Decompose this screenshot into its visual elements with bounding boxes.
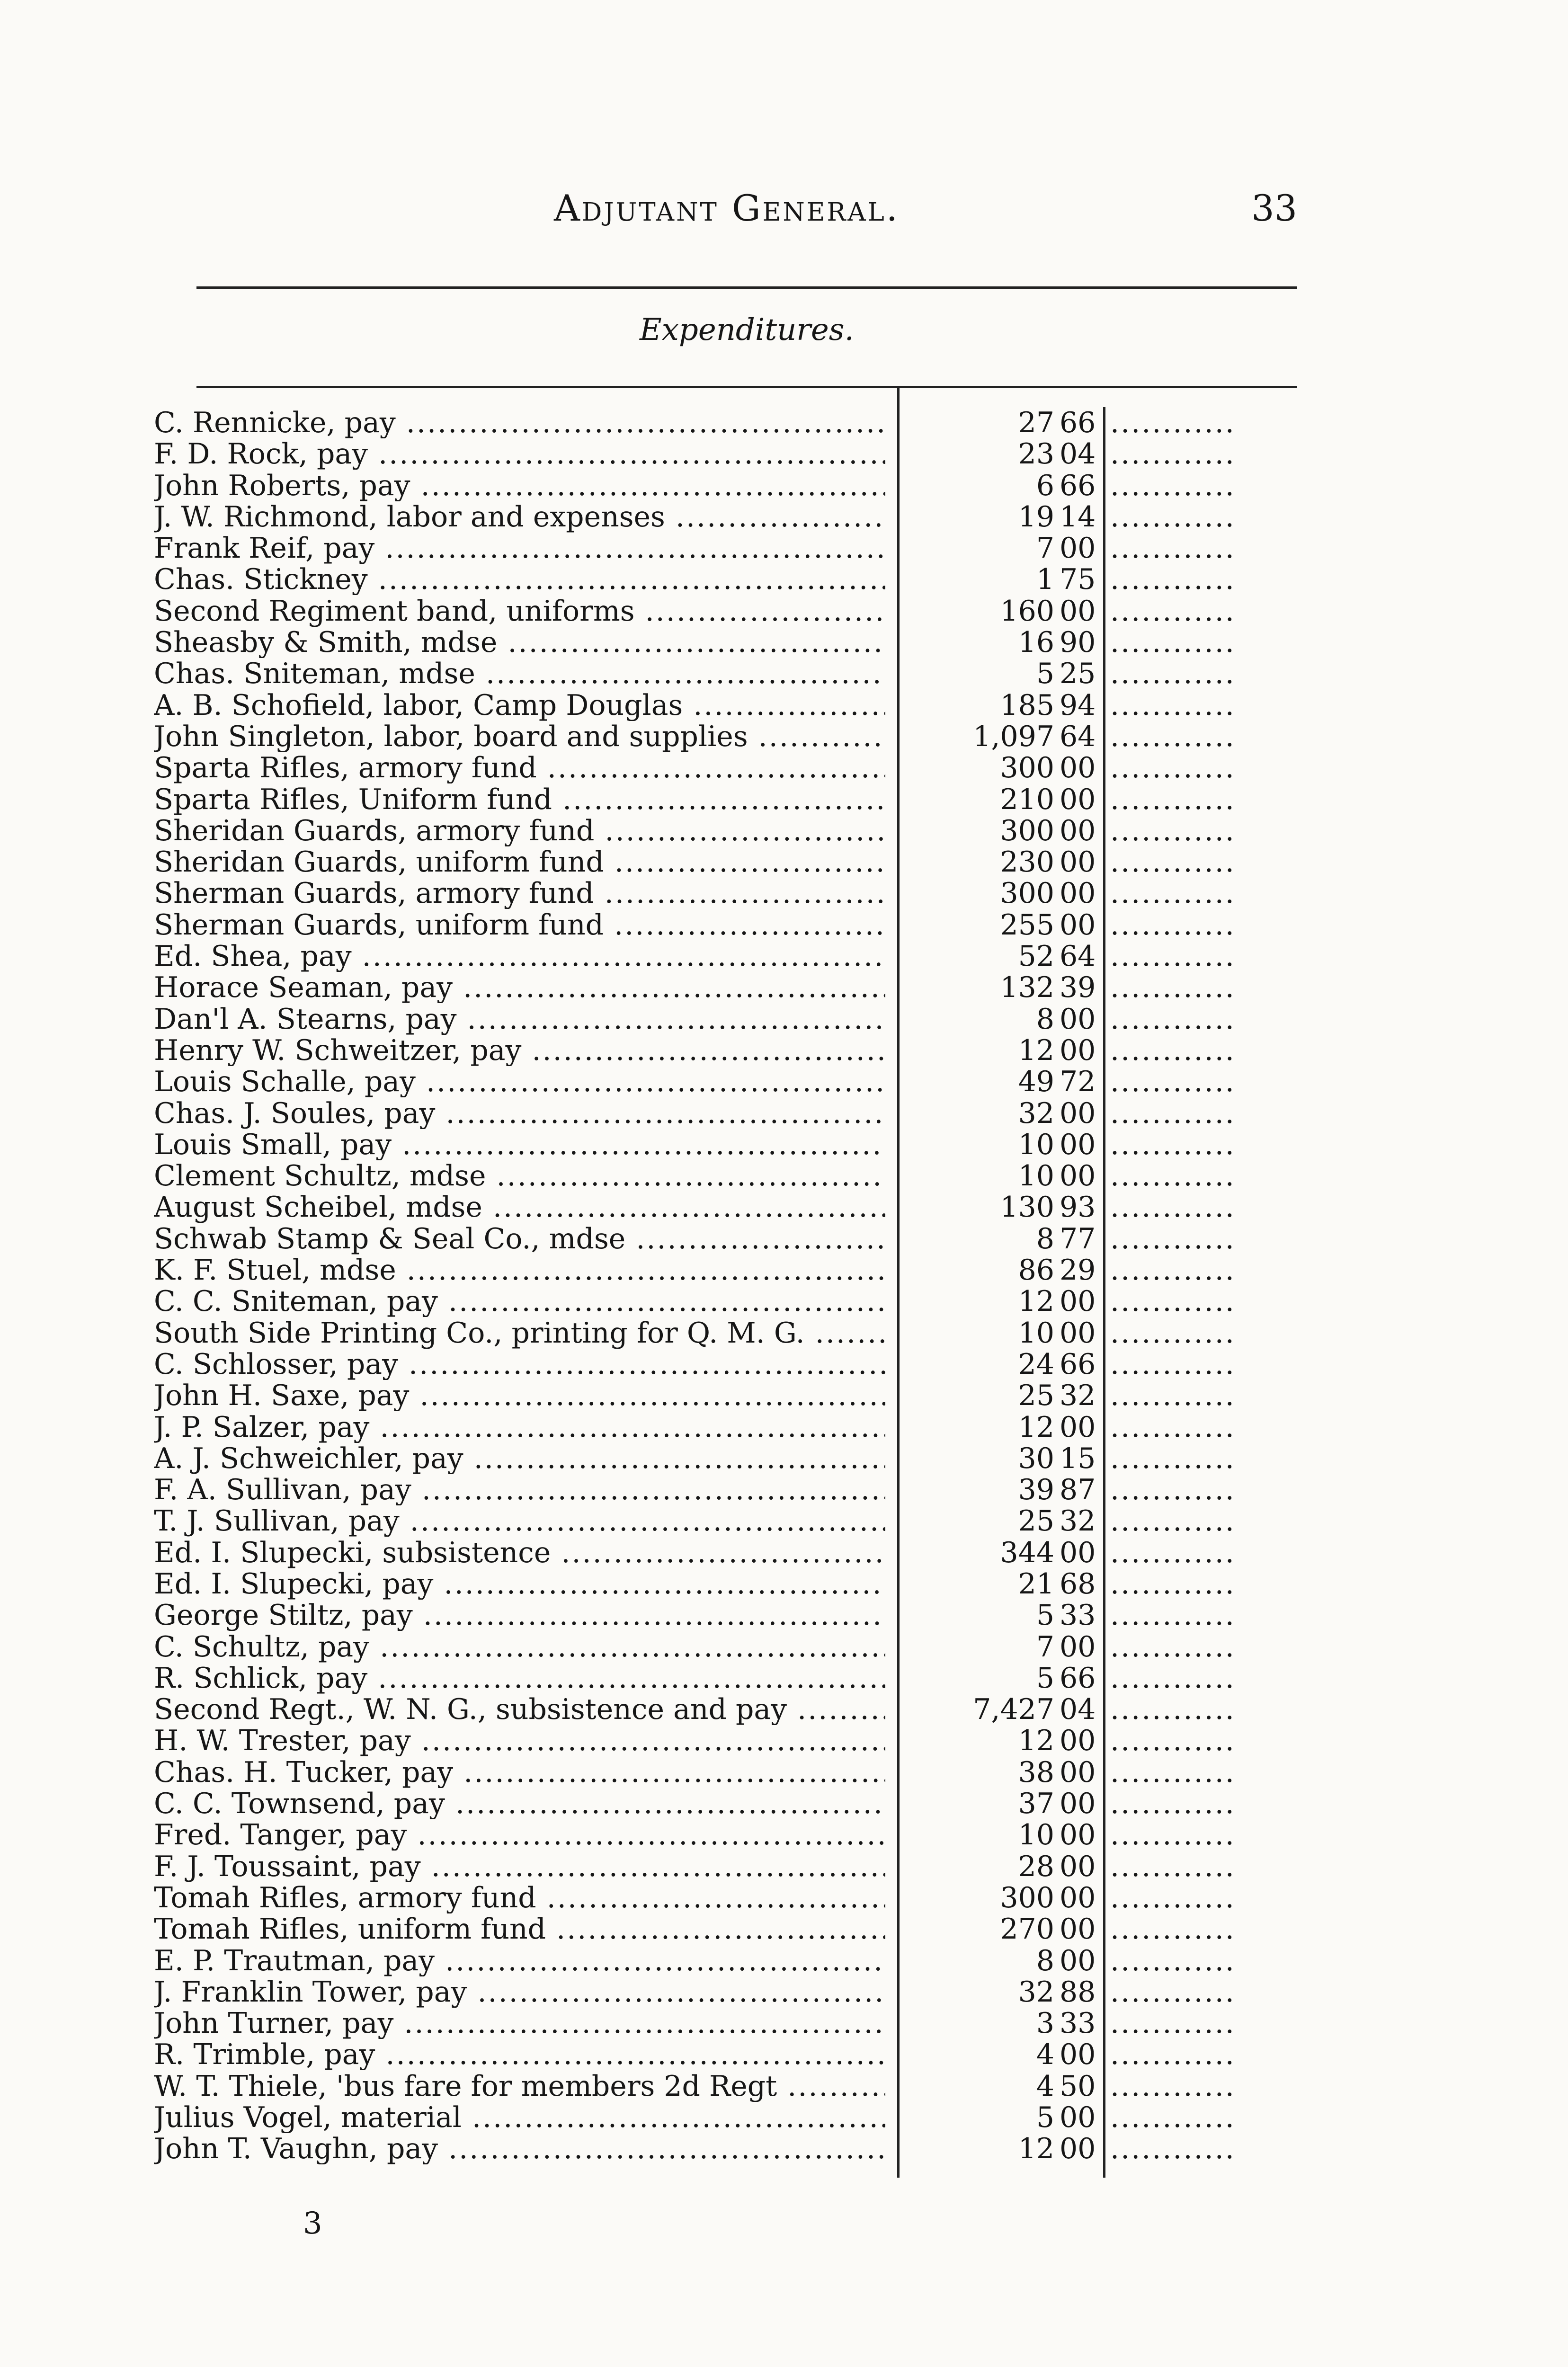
amount-dollars: 4 (1036, 2038, 1054, 2072)
dot-leader: ............ (1110, 783, 1236, 815)
table-row (0, 1098, 1568, 1129)
payee-name: Chas. J. Soules, pay ..... (154, 1098, 885, 1129)
table-row (0, 1160, 1568, 1192)
payee-name: F. A. Sullivan, pay ..... (154, 1474, 885, 1505)
table-row (0, 909, 1568, 941)
table-row (0, 2102, 1568, 2133)
table-row (0, 941, 1568, 972)
dot-leader: ............ (1110, 1600, 1236, 1631)
table-row (0, 1286, 1568, 1317)
top-rule (196, 286, 1297, 289)
dot-leader: ............ (1110, 1442, 1236, 1474)
table-row (0, 2133, 1568, 2164)
amount-cents: 64 (1060, 940, 1096, 973)
amount-dollars: 300 (1000, 751, 1054, 785)
amount-cents: 66 (1060, 1347, 1096, 1381)
table-row (0, 1223, 1568, 1255)
dot-leader: ............ (1110, 438, 1236, 470)
amount-cents: 00 (1060, 2101, 1096, 2135)
payee-name: Tomah Rifles, armory fund ..... (154, 1882, 885, 1913)
amount-dollars: 24 (1018, 1347, 1054, 1381)
amount-cents: 00 (1060, 814, 1096, 847)
dot-leader: ............ (1110, 1725, 1236, 1757)
table-row (0, 2039, 1568, 2070)
dot-leader: ............ (1110, 1851, 1236, 1882)
payee-name: R. Trimble, pay ..... (154, 2039, 885, 2070)
payee-name: Louis Small, pay ..... (154, 1129, 885, 1160)
amount-dollars: 12 (1018, 1410, 1054, 1444)
dot-leader: ............ (1110, 1945, 1236, 1976)
amount-cents: 90 (1060, 626, 1096, 659)
amount-dollars: 21 (1018, 1567, 1054, 1601)
amount-cents: 04 (1060, 437, 1096, 471)
payee-name: Chas. Sniteman, mdse ..... (154, 658, 885, 689)
amount-dollars: 10 (1018, 1818, 1054, 1852)
amount-dollars: 28 (1018, 1850, 1054, 1883)
payee-name: John H. Saxe, pay ..... (154, 1380, 885, 1411)
payee-name: Sparta Rifles, Uniform fund ..... (154, 784, 885, 815)
amount-cents: 25 (1060, 657, 1096, 691)
table-row (0, 407, 1568, 438)
table-row (0, 1631, 1568, 1663)
dot-leader: ............ (1110, 846, 1236, 878)
table-row (0, 1725, 1568, 1756)
amount-cents: 66 (1060, 469, 1096, 502)
amount-cents: 00 (1060, 1850, 1096, 1883)
amount-dollars: 7 (1036, 532, 1054, 565)
amount-cents: 66 (1060, 1661, 1096, 1695)
payee-name: C. C. Sniteman, pay ..... (154, 1286, 885, 1317)
amount-dollars: 6 (1036, 469, 1054, 502)
amount-cents: 93 (1060, 1191, 1096, 1224)
dot-leader: ............ (1110, 1474, 1236, 1506)
table-row (0, 564, 1568, 595)
dot-leader: ............ (1110, 1537, 1236, 1568)
table-row (0, 1945, 1568, 1976)
amount-cents: 00 (1060, 1630, 1096, 1664)
table-row (0, 1412, 1568, 1443)
amount-cents: 32 (1060, 1379, 1096, 1413)
amount-dollars: 32 (1018, 1096, 1054, 1130)
amount-dollars: 230 (1000, 845, 1054, 879)
amount-cents: 00 (1060, 783, 1096, 816)
dot-leader: ............ (1110, 1819, 1236, 1851)
payee-name: T. J. Sullivan, pay ..... (154, 1505, 885, 1537)
dot-leader: ............ (1110, 1255, 1236, 1286)
payee-name: H. W. Trester, pay ..... (154, 1725, 885, 1756)
table-row (0, 1066, 1568, 1097)
dot-leader: ............ (1110, 1976, 1236, 2008)
dot-leader: ............ (1110, 1631, 1236, 1663)
table-row (0, 438, 1568, 470)
payee-name: August Scheibel, mdse ..... (154, 1192, 885, 1223)
amount-dollars: 300 (1000, 877, 1054, 910)
amount-dollars: 37 (1018, 1787, 1054, 1821)
payee-name: W. T. Thiele, 'bus fare for members 2d Regt ..... (154, 2071, 885, 2102)
table-row (0, 1757, 1568, 1788)
dot-leader: ............ (1110, 2070, 1236, 2102)
amount-dollars: 10 (1018, 1159, 1054, 1193)
dot-leader: ............ (1110, 2039, 1236, 2071)
dot-leader: ............ (1110, 595, 1236, 627)
dot-leader: ............ (1110, 972, 1236, 1004)
amount-cents: 33 (1060, 2007, 1096, 2040)
table-row (0, 1788, 1568, 1819)
dot-leader: ............ (1110, 689, 1236, 721)
payee-name: A. J. Schweichler, pay ..... (154, 1443, 885, 1474)
payee-name: Henry W. Schweitzer, pay ..... (154, 1035, 885, 1066)
table-row (0, 1004, 1568, 1035)
amount-dollars: 4 (1036, 2069, 1054, 2103)
table-row (0, 784, 1568, 815)
table-row (0, 470, 1568, 501)
amount-cents: 00 (1060, 1316, 1096, 1350)
amount-dollars: 30 (1018, 1442, 1054, 1475)
payee-name: K. F. Stuel, mdse ..... (154, 1255, 885, 1286)
amount-dollars: 25 (1018, 1504, 1054, 1538)
payee-name: Sparta Rifles, armory fund ..... (154, 752, 885, 783)
dot-leader: ............ (1110, 878, 1236, 909)
payee-name: C. Schultz, pay ..... (154, 1631, 885, 1663)
payee-name: Sheasby & Smith, mdse ..... (154, 627, 885, 658)
table-row (0, 752, 1568, 783)
payee-name: F. D. Rock, pay ..... (154, 438, 885, 470)
amount-dollars: 12 (1018, 2132, 1054, 2166)
amount-dollars: 19 (1018, 500, 1054, 534)
amount-dollars: 52 (1018, 940, 1054, 973)
table-row (0, 690, 1568, 721)
table-row (0, 1537, 1568, 1568)
payee-name: Sherman Guards, armory fund ..... (154, 878, 885, 909)
table-row (0, 1317, 1568, 1349)
section-rule (196, 386, 1297, 388)
amount-cents: 39 (1060, 971, 1096, 1005)
dot-leader: ............ (1110, 815, 1236, 846)
table-row (0, 846, 1568, 878)
amount-cents: 00 (1060, 1536, 1096, 1569)
amount-cents: 88 (1060, 1975, 1096, 2009)
amount-dollars: 86 (1018, 1254, 1054, 1287)
amount-cents: 00 (1060, 594, 1096, 628)
amount-cents: 04 (1060, 1693, 1096, 1726)
dot-leader: ............ (1110, 1348, 1236, 1380)
dot-leader: ............ (1110, 501, 1236, 533)
amount-dollars: 12 (1018, 1285, 1054, 1318)
amount-cents: 29 (1060, 1254, 1096, 1287)
dot-leader: ............ (1110, 2102, 1236, 2134)
amount-cents: 00 (1060, 1410, 1096, 1444)
dot-leader: ............ (1110, 1505, 1236, 1537)
dot-leader: ............ (1110, 1192, 1236, 1223)
payee-name: Ed. I. Slupecki, pay ..... (154, 1568, 885, 1600)
table-row (0, 2071, 1568, 2102)
table-row (0, 1255, 1568, 1286)
amount-dollars: 185 (1000, 688, 1054, 722)
page-number: 33 (1251, 187, 1297, 229)
amount-cents: 87 (1060, 1473, 1096, 1507)
page-header (156, 187, 1297, 244)
table-row (0, 627, 1568, 658)
table-row (0, 2008, 1568, 2039)
payee-name: Chas. H. Tucker, pay ..... (154, 1757, 885, 1788)
amount-dollars: 8 (1036, 1222, 1054, 1255)
amount-cents: 15 (1060, 1442, 1096, 1475)
amount-dollars: 8 (1036, 1944, 1054, 1977)
table-row (0, 1192, 1568, 1223)
table-row (0, 972, 1568, 1003)
table-row (0, 1600, 1568, 1631)
amount-cents: 00 (1060, 1096, 1096, 1130)
payee-name: John T. Vaughn, pay ..... (154, 2133, 885, 2164)
payee-name: Tomah Rifles, uniform fund ..... (154, 1913, 885, 1945)
amount-cents: 00 (1060, 1128, 1096, 1161)
table-row (0, 721, 1568, 752)
amount-dollars: 32 (1018, 1975, 1054, 2009)
table-row (0, 1882, 1568, 1913)
dot-leader: ............ (1110, 1662, 1236, 1694)
amount-dollars: 160 (1000, 594, 1054, 628)
dot-leader: ............ (1110, 1317, 1236, 1349)
table-row (0, 1505, 1568, 1537)
payee-name: South Side Printing Co., printing for Q. M. G. ..... (154, 1317, 885, 1349)
table-row (0, 1663, 1568, 1694)
payee-name: F. J. Toussaint, pay ..... (154, 1851, 885, 1882)
amount-cents: 72 (1060, 1065, 1096, 1099)
table-row (0, 1443, 1568, 1474)
table-row (0, 501, 1568, 533)
payee-name: C. Schlosser, pay ..... (154, 1349, 885, 1380)
amount-cents: 00 (1060, 1724, 1096, 1758)
dot-leader: ............ (1110, 909, 1236, 941)
dot-leader: ............ (1110, 941, 1236, 972)
amount-dollars: 38 (1018, 1755, 1054, 1789)
amount-dollars: 130 (1000, 1191, 1054, 1224)
amount-dollars: 132 (1000, 971, 1054, 1005)
amount-dollars: 12 (1018, 1033, 1054, 1067)
running-title: Adjutant General. (554, 187, 900, 229)
dot-leader: ............ (1110, 2008, 1236, 2039)
payee-name: J. W. Richmond, labor and expenses ..... (154, 501, 885, 533)
payee-name: Dan'l A. Stearns, pay ..... (154, 1004, 885, 1035)
amount-cents: 00 (1060, 1159, 1096, 1193)
payee-name: Clement Schultz, mdse ..... (154, 1160, 885, 1192)
amount-cents: 64 (1060, 720, 1096, 753)
dot-leader: ............ (1110, 470, 1236, 501)
amount-dollars: 270 (1000, 1913, 1054, 1946)
dot-leader: ............ (1110, 1129, 1236, 1160)
dot-leader: ............ (1110, 1066, 1236, 1098)
amount-dollars: 5 (1036, 1661, 1054, 1695)
dot-leader: ............ (1110, 1380, 1236, 1412)
amount-dollars: 5 (1036, 657, 1054, 691)
amount-dollars: 344 (1000, 1536, 1054, 1569)
dot-leader: ............ (1110, 564, 1236, 596)
payee-name: Fred. Tanger, pay ..... (154, 1819, 885, 1851)
table-row (0, 658, 1568, 689)
amount-cents: 94 (1060, 688, 1096, 722)
amount-cents: 77 (1060, 1222, 1096, 1255)
table-row (0, 1851, 1568, 1882)
amount-dollars: 300 (1000, 814, 1054, 847)
payee-name: Frank Reif, pay ..... (154, 533, 885, 564)
amount-cents: 50 (1060, 2069, 1096, 2103)
amount-dollars: 210 (1000, 783, 1054, 816)
dot-leader: ............ (1110, 1003, 1236, 1035)
payee-name: Chas. Stickney ..... (154, 564, 885, 595)
dot-leader: ............ (1110, 1034, 1236, 1066)
amount-cents: 00 (1060, 532, 1096, 565)
amount-cents: 66 (1060, 406, 1096, 439)
payee-name: Schwab Stamp & Seal Co., mdse ..... (154, 1223, 885, 1255)
table-row (0, 815, 1568, 846)
table-row (0, 878, 1568, 909)
amount-dollars: 39 (1018, 1473, 1054, 1507)
dot-leader: ............ (1110, 2133, 1236, 2165)
amount-dollars: 1,097 (973, 720, 1054, 753)
payee-name: C. Rennicke, pay ..... (154, 407, 885, 438)
table-row (0, 596, 1568, 627)
expenditure-list (0, 407, 1568, 2165)
amount-cents: 00 (1060, 908, 1096, 942)
table-row (0, 1474, 1568, 1505)
payee-name: John Singleton, labor, board and supplies ..... (154, 721, 885, 752)
payee-name: Second Regt., W. N. G., subsistence and pay ..... (154, 1694, 885, 1725)
table-row (0, 1380, 1568, 1411)
table-row (0, 1819, 1568, 1851)
payee-name: R. Schlick, pay ..... (154, 1663, 885, 1694)
amount-cents: 32 (1060, 1504, 1096, 1538)
dot-leader: ............ (1110, 1286, 1236, 1317)
table-row (0, 1694, 1568, 1725)
amount-cents: 00 (1060, 1944, 1096, 1977)
amount-cents: 00 (1060, 1033, 1096, 1067)
amount-dollars: 3 (1036, 2007, 1054, 2040)
payee-name: C. C. Townsend, pay ..... (154, 1788, 885, 1819)
section-title: Expenditures. (640, 312, 854, 347)
amount-dollars: 10 (1018, 1316, 1054, 1350)
dot-leader: ............ (1110, 1411, 1236, 1443)
dot-leader: ............ (1110, 1160, 1236, 1192)
payee-name: George Stiltz, pay ..... (154, 1600, 885, 1631)
amount-cents: 00 (1060, 1913, 1096, 1946)
table-row (0, 1129, 1568, 1160)
amount-cents: 14 (1060, 500, 1096, 534)
payee-name: Second Regiment band, uniforms ..... (154, 596, 885, 627)
dot-leader: ............ (1110, 1097, 1236, 1129)
table-row (0, 1976, 1568, 2008)
table-row (0, 1035, 1568, 1066)
amount-dollars: 5 (1036, 2101, 1054, 2135)
dot-leader: ............ (1110, 533, 1236, 564)
amount-dollars: 12 (1018, 1724, 1054, 1758)
dot-leader: ............ (1110, 407, 1236, 438)
payee-name: Julius Vogel, material ..... (154, 2102, 885, 2133)
amount-cents: 00 (1060, 1881, 1096, 1914)
dot-leader: ............ (1110, 1223, 1236, 1255)
payee-name: Horace Seaman, pay ..... (154, 972, 885, 1003)
dot-leader: ............ (1110, 658, 1236, 690)
payee-name: J. P. Salzer, pay ..... (154, 1412, 885, 1443)
payee-name: J. Franklin Tower, pay ..... (154, 1976, 885, 2008)
amount-dollars: 49 (1018, 1065, 1054, 1099)
amount-cents: 68 (1060, 1567, 1096, 1601)
dot-leader: ............ (1110, 1788, 1236, 1820)
payee-name: E. P. Trautman, pay ..... (154, 1945, 885, 1976)
amount-dollars: 25 (1018, 1379, 1054, 1413)
amount-cents: 33 (1060, 1599, 1096, 1632)
payee-name: Ed. Shea, pay ..... (154, 941, 885, 972)
dot-leader: ............ (1110, 1756, 1236, 1788)
payee-name: Sheridan Guards, armory fund ..... (154, 815, 885, 846)
amount-dollars: 255 (1000, 908, 1054, 942)
dot-leader: ............ (1110, 1694, 1236, 1726)
amount-dollars: 16 (1018, 626, 1054, 659)
table-row (0, 1349, 1568, 1380)
amount-cents: 00 (1060, 1818, 1096, 1852)
amount-cents: 00 (1060, 2038, 1096, 2072)
amount-dollars: 7 (1036, 1630, 1054, 1664)
amount-dollars: 7,427 (973, 1693, 1054, 1726)
signature-mark: 3 (303, 2206, 322, 2241)
amount-cents: 00 (1060, 1787, 1096, 1821)
dot-leader: ............ (1110, 1568, 1236, 1600)
amount-dollars: 10 (1018, 1128, 1054, 1161)
amount-dollars: 300 (1000, 1881, 1054, 1914)
table-row (0, 533, 1568, 564)
amount-cents: 00 (1060, 845, 1096, 879)
amount-cents: 00 (1060, 1002, 1096, 1036)
amount-cents: 00 (1060, 877, 1096, 910)
table-row (0, 1568, 1568, 1600)
amount-cents: 00 (1060, 751, 1096, 785)
dot-leader: ............ (1110, 1913, 1236, 1945)
amount-cents: 00 (1060, 2132, 1096, 2166)
payee-name: John Roberts, pay ..... (154, 470, 885, 501)
amount-dollars: 23 (1018, 437, 1054, 471)
dot-leader: ............ (1110, 1882, 1236, 1913)
dot-leader: ............ (1110, 627, 1236, 658)
payee-name: Sherman Guards, uniform fund ..... (154, 909, 885, 941)
payee-name: John Turner, pay ..... (154, 2008, 885, 2039)
amount-cents: 75 (1060, 563, 1096, 596)
amount-dollars: 8 (1036, 1002, 1054, 1036)
payee-name: A. B. Schofield, labor, Camp Douglas ..... (154, 690, 885, 721)
dot-leader: ............ (1110, 721, 1236, 752)
table-row (0, 1913, 1568, 1945)
dot-leader: ............ (1110, 752, 1236, 784)
payee-name: Louis Schalle, pay ..... (154, 1066, 885, 1097)
amount-dollars: 5 (1036, 1599, 1054, 1632)
payee-name: Ed. I. Slupecki, subsistence ..... (154, 1537, 885, 1568)
amount-dollars: 27 (1018, 406, 1054, 439)
amount-cents: 00 (1060, 1285, 1096, 1318)
amount-cents: 00 (1060, 1755, 1096, 1789)
payee-name: Sheridan Guards, uniform fund ..... (154, 846, 885, 878)
amount-dollars: 1 (1036, 563, 1054, 596)
